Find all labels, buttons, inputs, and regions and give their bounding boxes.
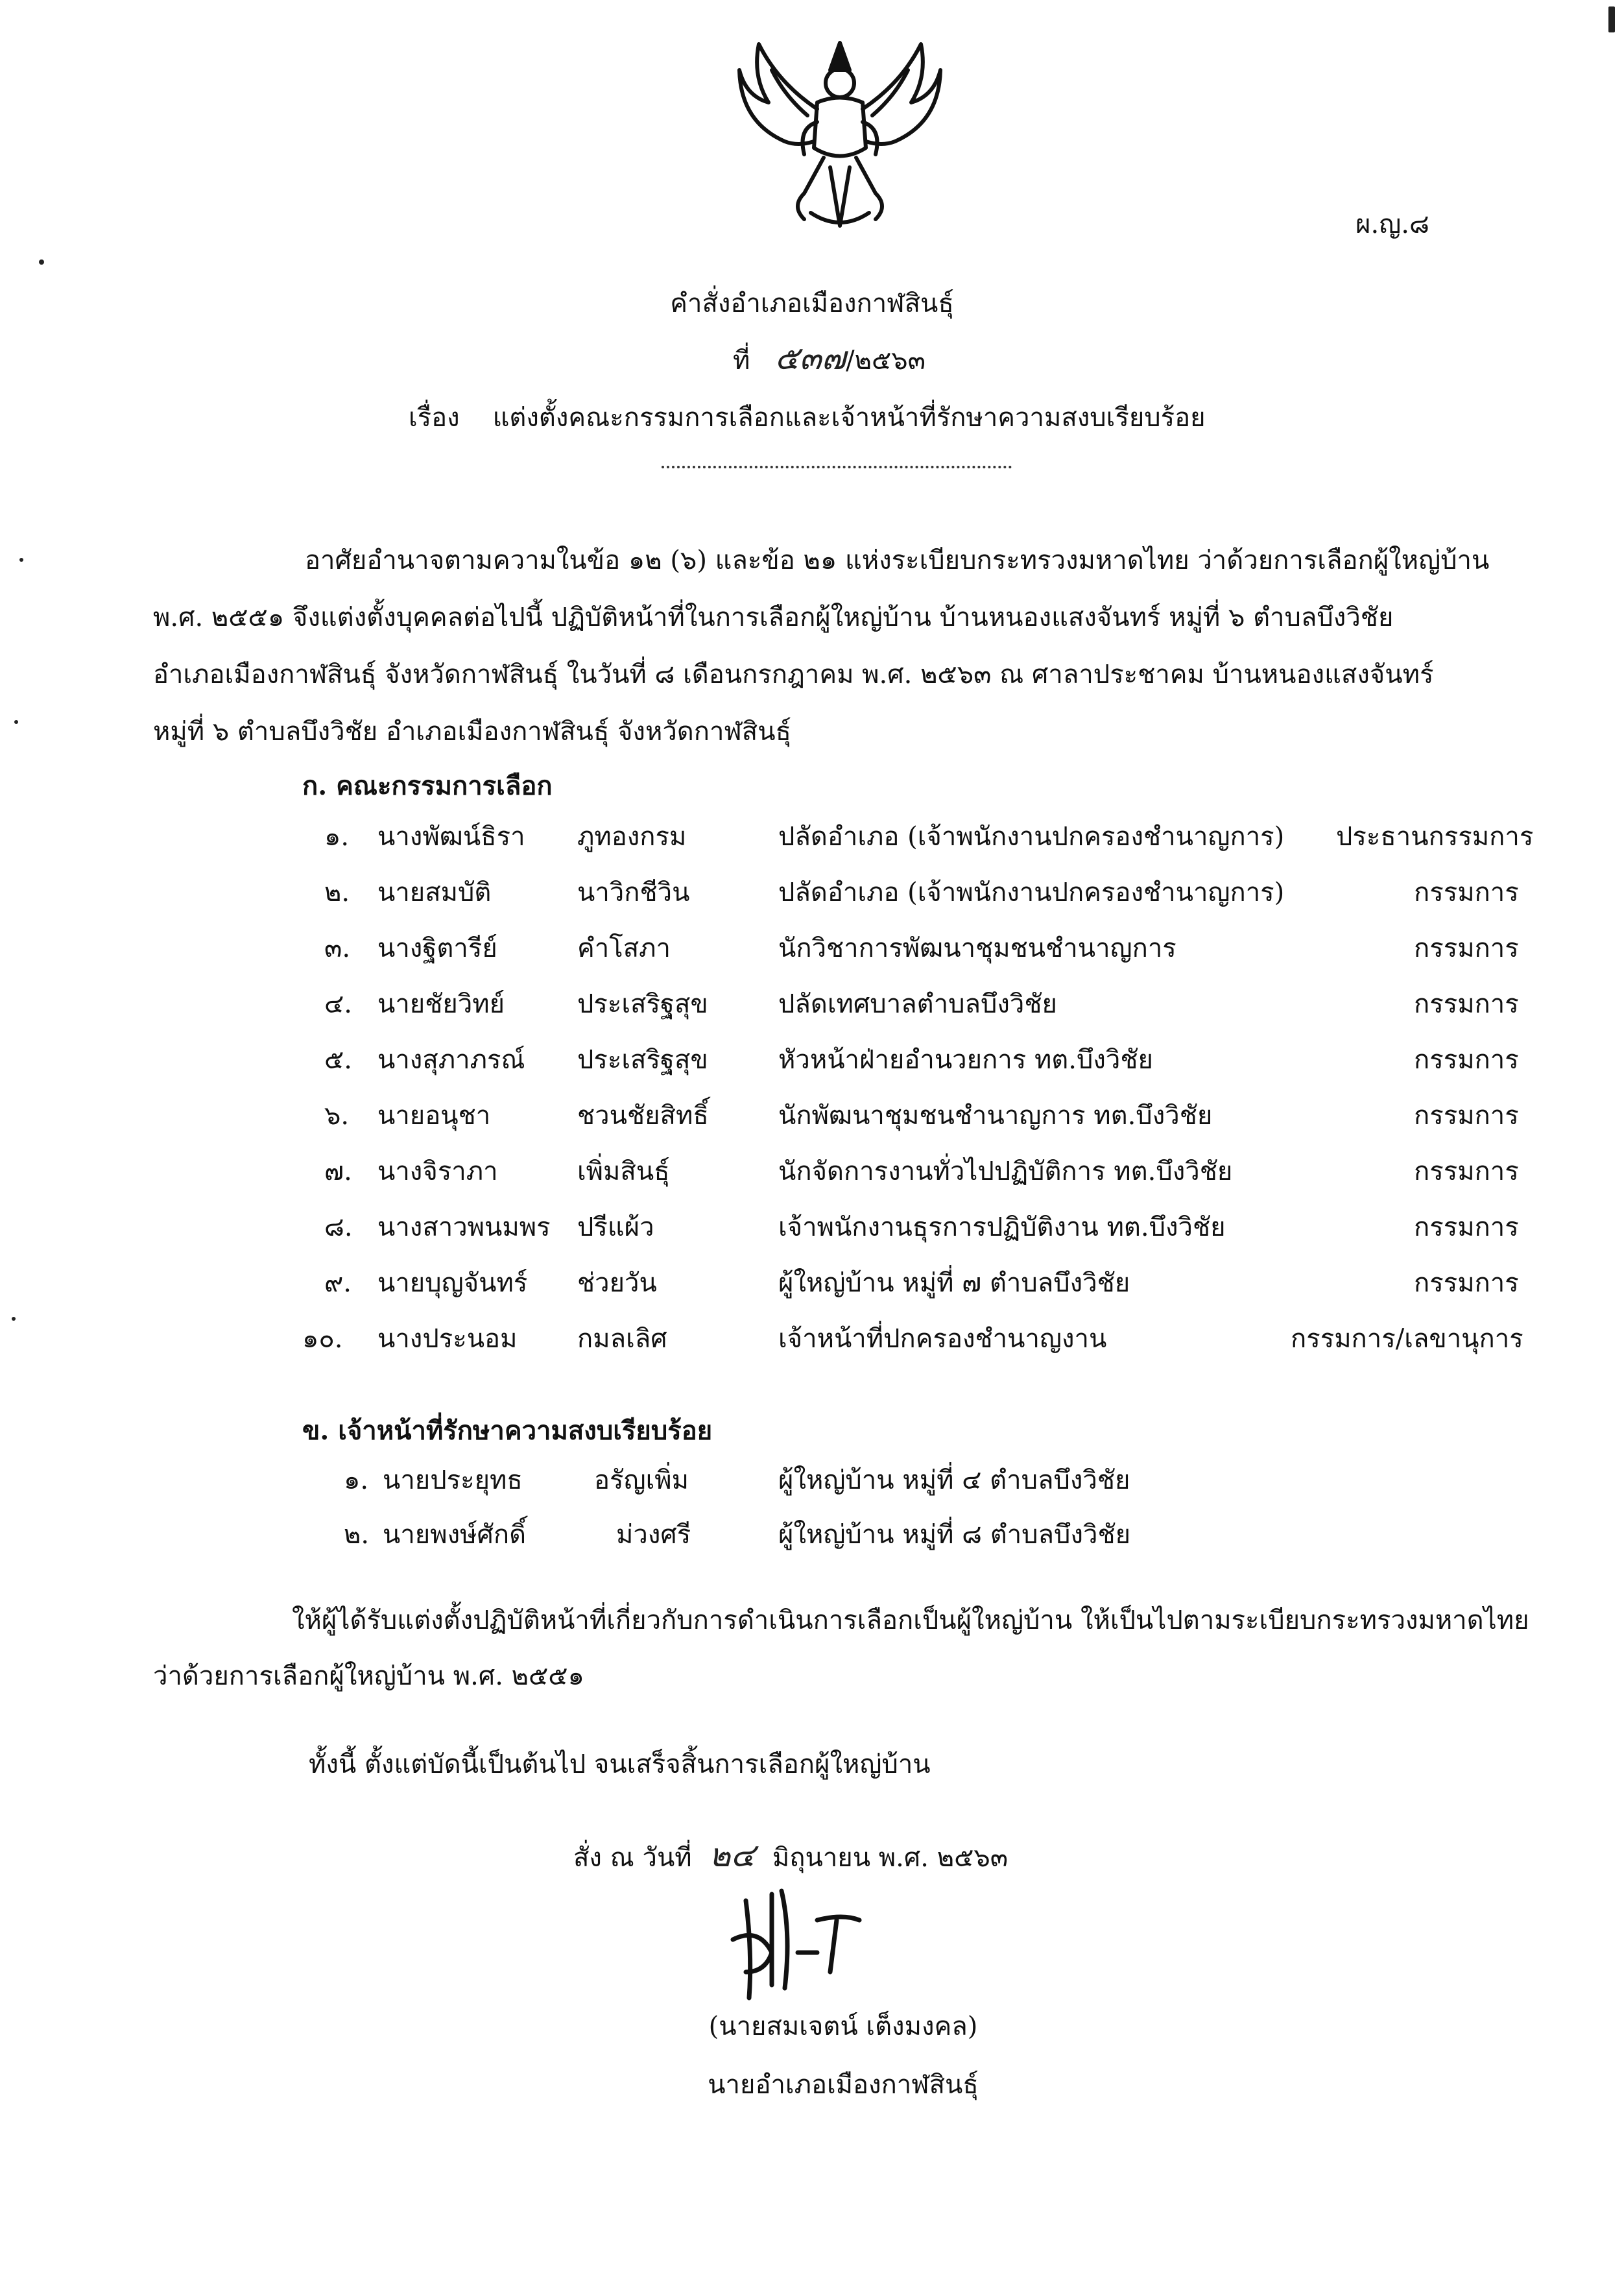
committee-no: ๘. — [324, 1212, 353, 1242]
intro-line-4: หมู่ที่ ๖ ตำบลบึงวิชัย อำเภอเมืองกาฬสินธุ์ จังหวัดกาฬสินธุ์ — [153, 717, 791, 747]
committee-role: กรรมการ — [1414, 1212, 1519, 1242]
security-no: ๒. — [344, 1520, 370, 1550]
scan-edge-mark — [1608, 6, 1615, 32]
committee-first-name: นายอนุชา — [377, 1101, 491, 1131]
committee-last-name: คำโสภา — [577, 933, 671, 963]
committee-first-name: นายชัยวิทย์ — [377, 989, 505, 1019]
committee-first-name: นางพัฒน์ธิรา — [377, 822, 525, 852]
committee-role: ประธานกรรมการ — [1336, 822, 1534, 852]
signature-image — [720, 1875, 876, 2004]
committee-last-name: ปรีแผ้ว — [577, 1212, 654, 1242]
committee-first-name: นายสมบัติ — [377, 878, 492, 908]
committee-last-name: ประเสริฐสุข — [577, 989, 708, 1019]
committee-role: กรรมการ — [1414, 989, 1519, 1019]
committee-position: เจ้าพนักงานธุรการปฏิบัติงาน ทต.บึงวิชัย — [778, 1212, 1226, 1242]
committee-role: กรรมการ — [1414, 1268, 1519, 1298]
intro-line-3: อำเภอเมืองกาฬสินธุ์ จังหวัดกาฬสินธุ์ ในวันที่ ๘ เดือนกรกฎาคม พ.ศ. ๒๕๖๓ ณ ศาลาประชาคม บ้านหนองแสงจันทร์ — [153, 660, 1434, 690]
committee-role: กรรมการ — [1414, 1045, 1519, 1075]
committee-first-name: นางสาวพนมพร — [377, 1212, 551, 1242]
order-number-suffix: /๒๕๖๓ — [846, 346, 926, 376]
order-number-prefix: ที่ — [733, 346, 750, 376]
signatory-title: นายอำเภอเมืองกาฬสินธุ์ — [708, 2070, 979, 2100]
committee-heading: ก. คณะกรรมการเลือก — [302, 771, 553, 801]
subject-text: แต่งตั้งคณะกรรมการเลือกและเจ้าหน้าที่รักษาความสงบเรียบร้อย — [492, 403, 1206, 433]
instruction-line-1: ให้ผู้ได้รับแต่งตั้งปฏิบัติหน้าที่เกี่ยวกับการดำเนินการเลือกเป็นผู้ใหญ่บ้าน ให้เป็นไปตามระเบียบกระทรวงมหาดไทย — [292, 1606, 1529, 1635]
security-first-name: นายพงษ์ศักดิ์ — [383, 1520, 527, 1550]
committee-position: นักจัดการงานทั่วไปปฏิบัติการ ทต.บึงวิชัย — [778, 1157, 1233, 1186]
committee-no: ๗. — [324, 1157, 352, 1186]
committee-role: กรรมการ/เลขานุการ — [1291, 1324, 1523, 1354]
order-number-handwritten: ๕๓๗ — [774, 339, 846, 377]
ordered-date-row — [573, 1837, 1008, 1876]
security-position: ผู้ใหญ่บ้าน หมู่ที่ ๘ ตำบลบึงวิชัย — [778, 1520, 1131, 1550]
scan-speck — [12, 1317, 16, 1321]
committee-first-name: นางฐิตารีย์ — [377, 933, 497, 963]
instruction-line-2: ว่าด้วยการเลือกผู้ใหญ่บ้าน พ.ศ. ๒๕๕๑ — [153, 1661, 584, 1691]
committee-role: กรรมการ — [1414, 1157, 1519, 1186]
ordered-day-handwritten: ๒๔ — [709, 1836, 756, 1874]
committee-last-name: ประเสริฐสุข — [577, 1045, 708, 1075]
committee-position: หัวหน้าฝ่ายอำนวยการ ทต.บึงวิชัย — [778, 1045, 1153, 1075]
committee-no: ๖. — [324, 1101, 350, 1131]
order-subject-row — [409, 400, 1206, 436]
committee-last-name: ภูทองกรม — [577, 822, 687, 852]
security-last-name: อรัญเพิ่ม — [594, 1465, 689, 1495]
committee-last-name: เพิ่มสินธุ์ — [577, 1157, 670, 1186]
committee-position: ปลัดอำเภอ (เจ้าพนักงานปกครองชำนาญการ) — [778, 878, 1285, 908]
effective-clause: ทั้งนี้ ตั้งแต่บัดนี้เป็นต้นไป จนเสร็จสิ้นการเลือกผู้ใหญ่บ้าน — [309, 1750, 931, 1779]
order-title: คำสั่งอำเภอเมืองกาฬสินธุ์ — [670, 289, 954, 319]
committee-position: ผู้ใหญ่บ้าน หมู่ที่ ๗ ตำบลบึงวิชัย — [778, 1268, 1130, 1298]
committee-first-name: นางจิราภา — [377, 1157, 498, 1186]
committee-first-name: นายบุญจันทร์ — [377, 1268, 528, 1298]
security-position: ผู้ใหญ่บ้าน หมู่ที่ ๔ ตำบลบึงวิชัย — [778, 1465, 1130, 1495]
committee-last-name: กมลเลิศ — [577, 1324, 667, 1354]
committee-position: นักวิชาการพัฒนาชุมชนชำนาญการ — [778, 933, 1176, 963]
committee-position: นักพัฒนาชุมชนชำนาญการ ทต.บึงวิชัย — [778, 1101, 1213, 1131]
form-code: ผ.ญ.๘ — [1355, 210, 1429, 239]
security-last-name: ม่วงศรี — [616, 1520, 691, 1550]
ordered-prefix: สั่ง ณ วันที่ — [573, 1843, 692, 1873]
security-no: ๑. — [344, 1465, 369, 1495]
security-heading: ข. เจ้าหน้าที่รักษาความสงบเรียบร้อย — [302, 1415, 713, 1446]
committee-last-name: ชวนชัยสิทธิ์ — [577, 1101, 709, 1131]
committee-no: ๕. — [324, 1045, 352, 1075]
separator-dotted-line — [662, 466, 1012, 468]
committee-position: ปลัดอำเภอ (เจ้าพนักงานปกครองชำนาญการ) — [778, 822, 1285, 852]
committee-last-name: นาวิกชีวิน — [577, 878, 690, 908]
committee-no: ๙. — [324, 1268, 352, 1298]
committee-role: กรรมการ — [1414, 933, 1519, 963]
ordered-suffix: มิถุนายน พ.ศ. ๒๕๖๓ — [772, 1843, 1009, 1873]
intro-line-2: พ.ศ. ๒๕๕๑ จึงแต่งตั้งบุคคลต่อไปนี้ ปฏิบัติหน้าที่ในการเลือกผู้ใหญ่บ้าน บ้านหนองแสงจันทร์ หมู่ที่ ๖ ตำบลบึงวิชัย — [153, 603, 1394, 632]
security-first-name: นายประยุทธ — [383, 1465, 523, 1495]
committee-first-name: นางประนอม — [377, 1324, 518, 1354]
committee-no: ๔. — [324, 989, 352, 1019]
intro-line-1: อาศัยอำนาจตามความในข้อ ๑๒ (๖) และข้อ ๒๑ แห่งระเบียบกระทรวงมหาดไทย ว่าด้วยการเลือกผู้ใหญ่บ้าน — [305, 546, 1490, 575]
subject-label: เรื่อง — [409, 403, 460, 433]
committee-last-name: ช่วยวัน — [577, 1268, 657, 1298]
committee-no: ๑. — [324, 822, 350, 852]
order-number-row — [733, 340, 925, 379]
committee-position: เจ้าหน้าที่ปกครองชำนาญงาน — [778, 1324, 1107, 1354]
scan-speck — [14, 720, 18, 724]
committee-no: ๒. — [324, 878, 350, 908]
committee-position: ปลัดเทศบาลตำบลบึงวิชัย — [778, 989, 1057, 1019]
committee-no: ๓. — [324, 933, 351, 963]
committee-role: กรรมการ — [1414, 878, 1519, 908]
signatory-name: (นายสมเจตน์ เต็งมงคล) — [708, 2012, 978, 2041]
scan-speck — [39, 259, 44, 265]
committee-first-name: นางสุภาภรณ์ — [377, 1045, 525, 1075]
garuda-emblem-icon — [733, 31, 947, 239]
scan-speck — [19, 558, 23, 562]
committee-no: ๑๐. — [302, 1324, 343, 1354]
committee-role: กรรมการ — [1414, 1101, 1519, 1131]
